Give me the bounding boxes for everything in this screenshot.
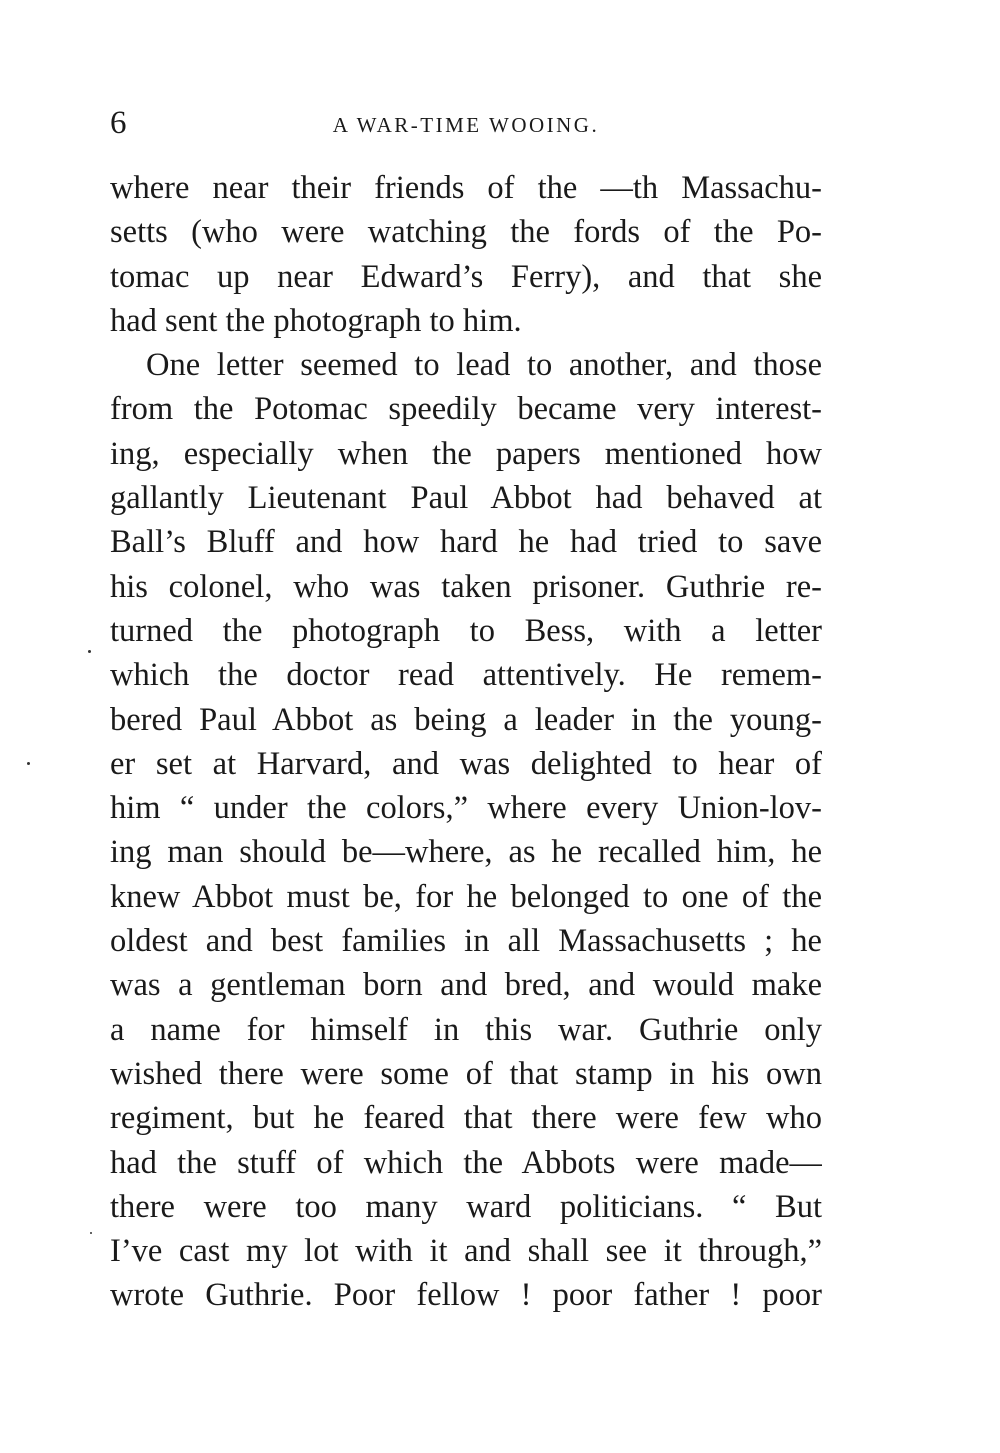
text-line: I’ve cast my lot with it and shall see it through,”: [110, 1233, 822, 1270]
text-line: a name for himself in this war. Guthrie only: [110, 1011, 822, 1048]
text-line: er set at Harvard, and was delighted to hear of: [110, 745, 822, 782]
page-header: [110, 103, 822, 143]
text-line: One letter seemed to lead to another, and those: [146, 347, 822, 384]
text-line: gallantly Lieutenant Paul Abbot had behaved at: [110, 480, 822, 517]
text-line: where near their friends of the —th Massachu-: [110, 170, 822, 206]
text-line: ing man should be—where, as he recalled him, he: [110, 834, 822, 871]
scan-speck: [90, 1232, 92, 1234]
text-line: wrote Guthrie. Poor fellow ! poor father ! poor: [110, 1277, 822, 1314]
text-line: had the stuff of which the Abbots were made—: [110, 1144, 822, 1181]
text-line: oldest and best families in all Massachusetts ; he: [110, 923, 822, 960]
text-line: regiment, but he feared that there were few who: [110, 1100, 822, 1137]
text-line: was a gentleman born and bred, and would make: [110, 967, 822, 1004]
text-line: which the doctor read attentively. He remem-: [110, 657, 822, 694]
text-line: there were too many ward politicians. “ But: [110, 1188, 822, 1225]
text-line: setts (who were watching the fords of the Po-: [110, 214, 822, 251]
text-line: him “ under the colors,” where every Union-lov-: [110, 790, 822, 827]
text-line: ing, especially when the papers mentioned how: [110, 435, 822, 472]
page-number: 6: [110, 105, 127, 141]
text-line: turned the photograph to Bess, with a letter: [110, 612, 822, 649]
scan-speck: [88, 650, 91, 653]
running-title: A WAR-TIME WOOING.: [332, 113, 600, 137]
body-text: [110, 166, 822, 1318]
text-line: wished there were some of that stamp in his own: [110, 1055, 822, 1092]
text-line: bered Paul Abbot as being a leader in the young-: [110, 701, 822, 738]
scan-speck: [27, 762, 30, 765]
text-line: had sent the photograph to him.: [110, 302, 522, 339]
text-line: knew Abbot must be, for he belonged to one of the: [110, 878, 822, 915]
text-line: tomac up near Edward’s Ferry), and that she: [110, 258, 822, 295]
text-line: his colonel, who was taken prisoner. Guthrie re-: [110, 568, 822, 605]
text-line: Ball’s Bluff and how hard he had tried to save: [110, 524, 822, 561]
text-line: from the Potomac speedily became very interest-: [110, 391, 822, 428]
